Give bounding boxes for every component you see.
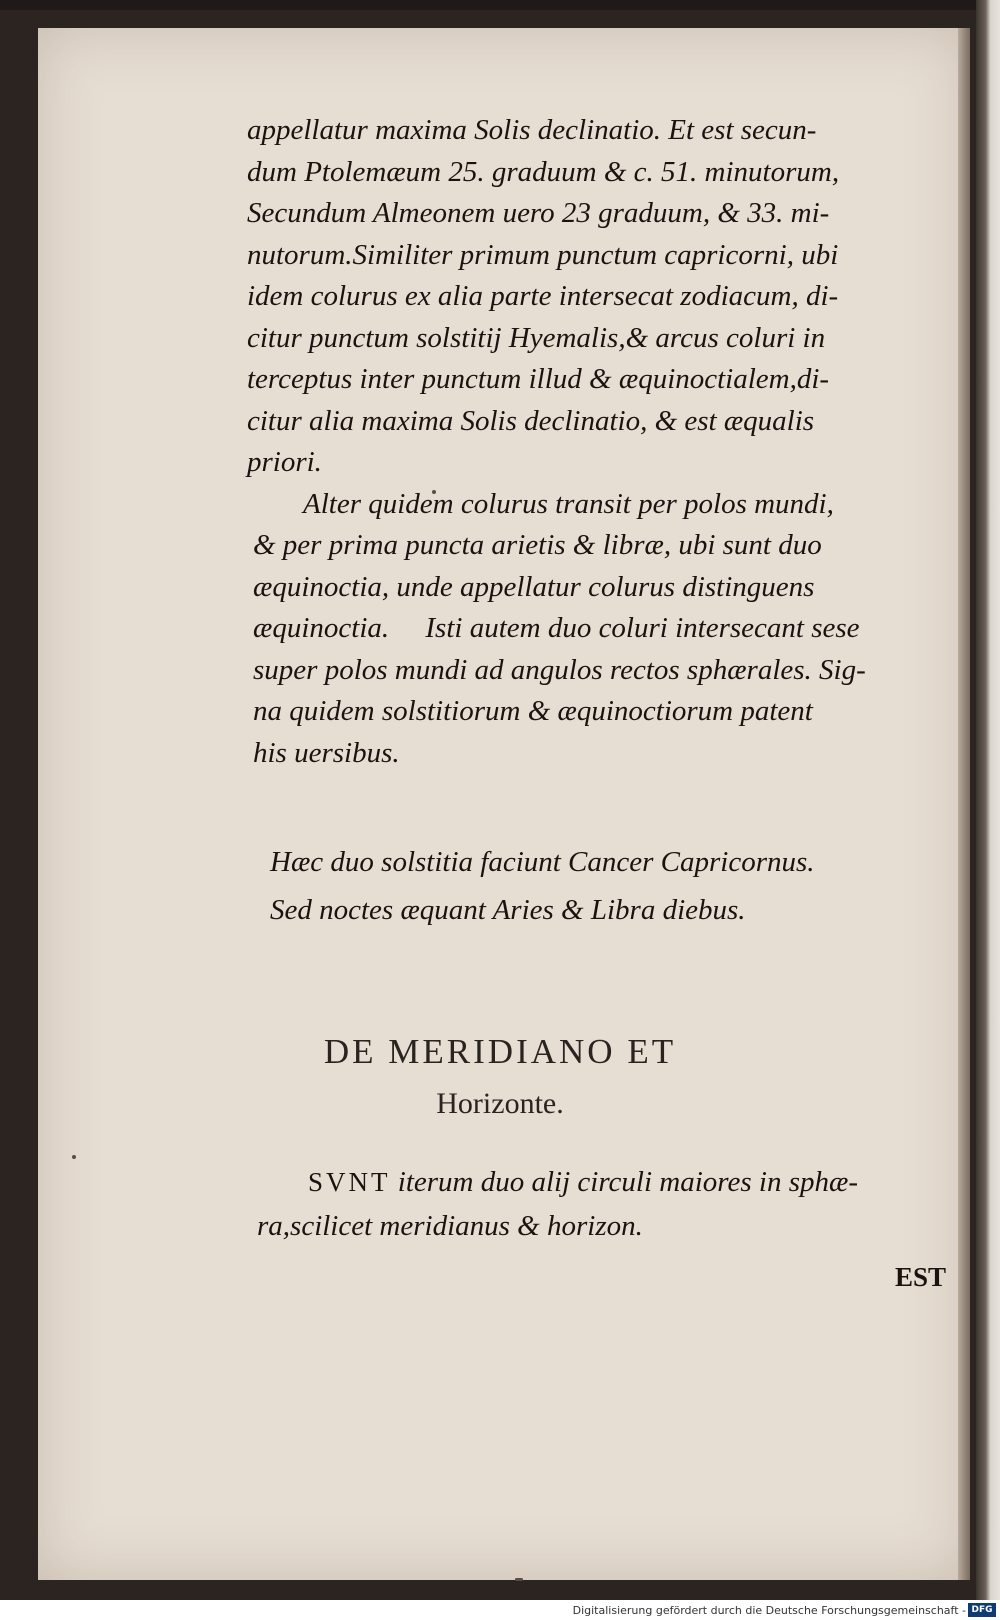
ink-speck bbox=[72, 1155, 76, 1159]
text-line: idem colurus ex alia parte intersecat zodiacum, di- bbox=[247, 280, 839, 312]
book-cover-right-edge bbox=[976, 0, 1000, 1600]
text-line: dum Ptolemæum 25. graduum & c. 51. minutorum, bbox=[247, 155, 840, 188]
section-heading: DE MERIDIANO ET bbox=[323, 1032, 677, 1071]
text-fragment: iterum duo alij circuli maiores in sphæ- bbox=[390, 1166, 858, 1198]
text-line: æquinoctia, unde appellatur colurus distinguens bbox=[253, 570, 815, 603]
text-line: super polos mundi ad angulos rectos sphærales. Sig- bbox=[253, 653, 866, 686]
verse-line: Hæc duo solstitia faciunt Cancer Capricornus. bbox=[270, 846, 815, 878]
catchword: EST bbox=[895, 1262, 947, 1292]
text-line: æquinoctia. Isti autem duo coluri intersecant sese bbox=[253, 612, 860, 644]
text-line: citur alia maxima Solis declinatio, & est æqualis bbox=[247, 404, 815, 437]
text-line: Secundum Almeonem uero 23 graduum, & 33. mi- bbox=[247, 197, 830, 229]
book-cover-top-edge bbox=[0, 0, 980, 10]
verse-line: Sed noctes æquant Aries & Libra diebus. bbox=[270, 894, 746, 926]
digitization-footer bbox=[0, 1600, 1000, 1620]
main-text-block bbox=[215, 110, 915, 774]
section-paragraph bbox=[215, 1160, 935, 1248]
text-line: citur punctum solstitij Hyemalis,& arcus coluri in bbox=[247, 321, 826, 354]
dfg-logo: DFG bbox=[968, 1603, 996, 1617]
ink-speck bbox=[515, 1578, 523, 1581]
text-line: his uersibus. bbox=[253, 736, 400, 769]
text-line: nutorum.Similiter primum punctum capricorni, ubi bbox=[247, 238, 839, 271]
page-edge-shadow bbox=[958, 28, 970, 1580]
text-line bbox=[215, 1160, 935, 1204]
initial-word: SVNT bbox=[308, 1167, 391, 1197]
verse-block bbox=[270, 838, 815, 934]
text-line: priori. bbox=[247, 446, 322, 478]
text-line: & per prima puncta arietis & libræ, ubi sunt duo bbox=[253, 529, 822, 561]
section-subheading: Horizonte. bbox=[436, 1087, 564, 1120]
text-line: Alter quidem colurus transit per polos mundi, bbox=[303, 487, 834, 520]
text-line: terceptus inter punctum illud & æquinoctialem,di- bbox=[247, 363, 830, 395]
footer-credit: Digitalisierung gefördert durch die Deutsche Forschungsgemeinschaft - bbox=[572, 1604, 966, 1617]
text-line: appellatur maxima Solis declinatio. Et est secun- bbox=[247, 114, 817, 146]
text-line: ra,scilicet meridianus & horizon. bbox=[257, 1210, 643, 1242]
text-line: na quidem solstitiorum & æquinoctiorum patent bbox=[253, 695, 813, 727]
